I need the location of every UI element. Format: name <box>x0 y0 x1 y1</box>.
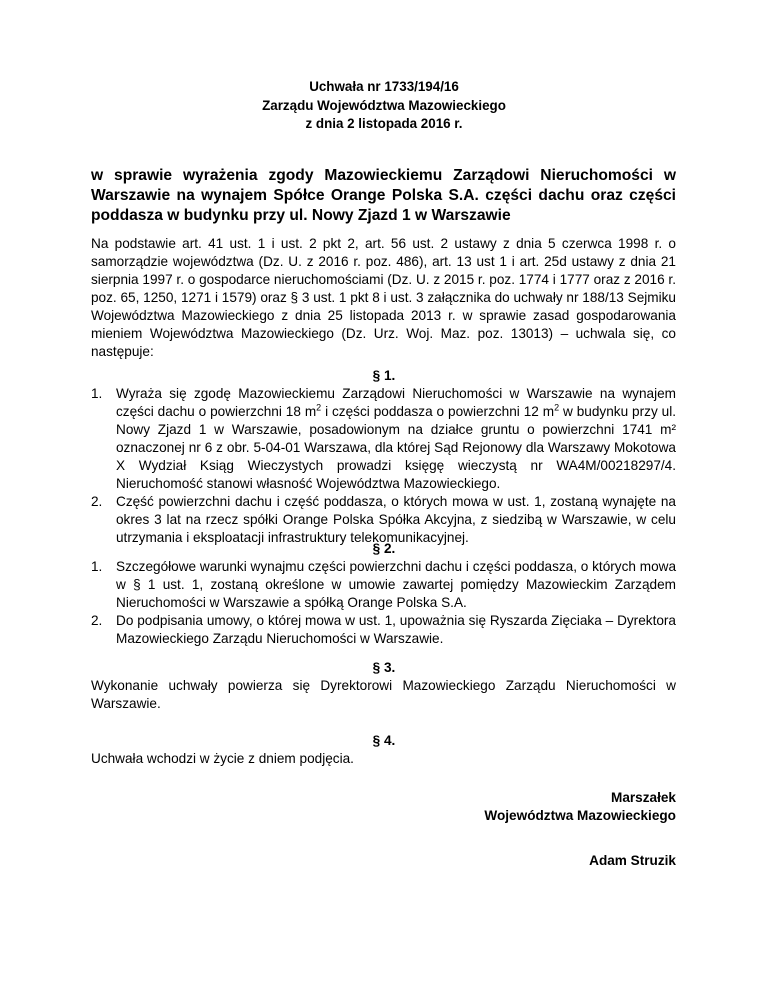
signatory-name: Adam Struzik <box>589 853 676 868</box>
superscript: 2 <box>554 402 560 413</box>
section-4-title: § 4. <box>372 733 396 748</box>
item-number: 1. <box>91 559 103 574</box>
signatory-office: Województwa Mazowieckiego <box>484 808 676 823</box>
resolution-date: z dnia 2 listopada 2016 r. <box>305 116 463 131</box>
section-3-title: § 3. <box>372 660 396 675</box>
item-text: Część powierzchni dachu i część poddasza, o których mowa w ust. 1, zostaną wynajęte na okres 3 lat na rzecz spółki Orange Polska Spółka Akcyjna, z siedzibą w Warszawie, w celu utrzymania i eksploatacji infrastruktury telekomunikacyjnej. <box>116 494 676 545</box>
item-text: Do podpisania umowy, o której mowa w ust. 1, upoważnia się Ryszarda Zięciaka – Dyrektora Mazowieckiego Zarządu Nieruchomości w Warszawie. <box>116 613 676 646</box>
item-text-part: Wyraża się zgodę Mazowieckiemu Zarządowi Nieruchomości w Warszawie na wynajem części dachu o powierzchni 18 m <box>116 386 676 419</box>
section-1-title: § 1. <box>372 368 396 383</box>
section-1-item-1 <box>91 385 676 493</box>
resolution-subject: w sprawie wyrażenia zgody Mazowieckiemu Zarządowi Nieruchomości w Warszawie na wynajem Spółce Orange Polska S.A. części dachu oraz części poddasza w budynku przy ul. Nowy Zjazd 1 w Warszawie <box>91 167 676 224</box>
section-2-item-1 <box>91 558 676 612</box>
item-number: 1. <box>91 386 103 401</box>
signature-block <box>484 789 676 825</box>
section-2-item-2 <box>91 612 676 648</box>
section-1-item-2 <box>91 493 676 547</box>
section-4-text: Uchwała wchodzi w życie z dniem podjęcia. <box>91 751 354 766</box>
section-3-text: Wykonanie uchwały powierza się Dyrektorowi Mazowieckiego Zarządu Nieruchomości w Warszawie. <box>91 678 676 711</box>
item-text-part: i części poddasza o powierzchni 12 m <box>321 404 555 419</box>
section-1-list <box>91 385 676 547</box>
legal-basis-preamble: Na podstawie art. 41 ust. 1 i ust. 2 pkt 2, art. 56 ust. 2 ustawy z dnia 5 czerwca 1998 r. o samorządzie województwa (Dz. U. z 2016 r. poz. 486), art. 13 ust 1 i art. 25d ustawy z dnia 21 sierpnia 1997 r. o gospodarce nieruchomościami (Dz. U. z 2015 r. poz. 1774 i 1777 oraz z 2016 r. poz. 65, 1250, 1271 i 1579) oraz § 3 ust. 1 pkt 8 i ust. 3 załącznika do uchwały nr 188/13 Sejmiku Województwa Mazowieckiego z dnia 25 listopada 2013 r. w sprawie zasad gospodarowania mieniem Województwa Mazowieckiego (Dz. Urz. Woj. Maz. poz. 13013) – uchwala się, co następuje: <box>91 236 676 359</box>
section-2-list <box>91 558 676 648</box>
item-text-part: w budynku przy ul. Nowy Zjazd 1 w Warszawie, posadowionym na działce gruntu o powierzchni 1741 m² oznaczonej nr 6 z obr. 5-04-01 Warszawa, dla której Sąd Rejonowy dla Warszawy Mokotowa X Wydział Ksiąg Wieczystych prowadzi księgę wieczystą nr WA4M/00218297/4. Nieruchomość stanowi własność Województwa Mazowieckiego. <box>116 404 677 491</box>
signatory-title: Marszałek <box>611 790 676 805</box>
resolution-number: Uchwała nr 1733/194/16 <box>309 79 459 94</box>
superscript: 2 <box>316 402 322 413</box>
issuing-body: Zarządu Województwa Mazowieckiego <box>262 97 506 113</box>
item-number: 2. <box>91 613 103 628</box>
item-text: Szczegółowe warunki wynajmu części powierzchni dachu i części poddasza, o których mowa w § 1 ust. 1, zostaną określone w umowie zawartej pomiędzy Mazowieckim Zarządem Nieruchomości w Warszawie a spółką Orange Polska S.A. <box>116 559 676 610</box>
item-number: 2. <box>91 494 103 509</box>
section-2-title: § 2. <box>372 541 396 556</box>
resolution-header <box>0 78 768 134</box>
